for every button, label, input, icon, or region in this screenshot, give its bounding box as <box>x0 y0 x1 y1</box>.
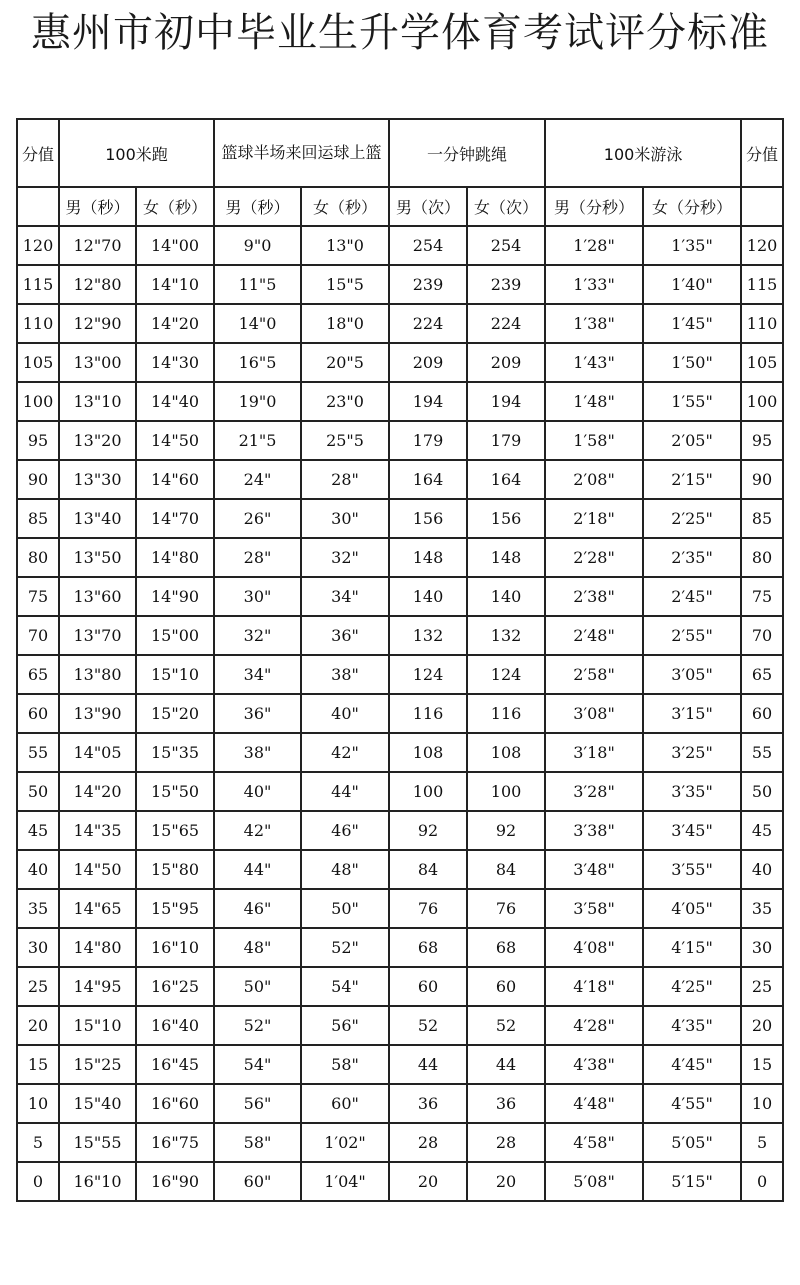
cell-rope-female: 28 <box>467 1123 545 1162</box>
cell-bb-female: 15"5 <box>301 265 389 304</box>
cell-score-right: 75 <box>741 577 783 616</box>
cell-score-left: 60 <box>17 694 59 733</box>
table-row <box>17 499 783 538</box>
subheader-swim-male: 男（分秒） <box>545 187 643 226</box>
cell-swim-male: 2′58" <box>545 655 643 694</box>
cell-rope-female: 140 <box>467 577 545 616</box>
cell-bb-male: 26" <box>214 499 301 538</box>
cell-bb-male: 9"0 <box>214 226 301 265</box>
cell-swim-female: 5′05" <box>643 1123 741 1162</box>
cell-rope-female: 132 <box>467 616 545 655</box>
cell-swim-female: 2′35" <box>643 538 741 577</box>
cell-score-right: 0 <box>741 1162 783 1201</box>
cell-score-right: 80 <box>741 538 783 577</box>
cell-run-male: 14"05 <box>59 733 136 772</box>
cell-rope-male: 44 <box>389 1045 467 1084</box>
cell-score-right: 105 <box>741 343 783 382</box>
cell-run-female: 14"20 <box>136 304 214 343</box>
cell-rope-male: 156 <box>389 499 467 538</box>
cell-score-right: 60 <box>741 694 783 733</box>
cell-bb-male: 48" <box>214 928 301 967</box>
cell-swim-female: 2′45" <box>643 577 741 616</box>
header-100m-run: 100米跑 <box>59 119 214 187</box>
cell-score-right: 70 <box>741 616 783 655</box>
table-row <box>17 265 783 304</box>
cell-rope-male: 92 <box>389 811 467 850</box>
page-title: 惠州市初中毕业生升学体育考试评分标准 <box>31 10 769 56</box>
cell-rope-male: 60 <box>389 967 467 1006</box>
cell-run-male: 13"90 <box>59 694 136 733</box>
cell-swim-male: 2′48" <box>545 616 643 655</box>
cell-swim-male: 3′48" <box>545 850 643 889</box>
cell-swim-female: 4′15" <box>643 928 741 967</box>
cell-swim-male: 1′33" <box>545 265 643 304</box>
cell-swim-male: 2′08" <box>545 460 643 499</box>
cell-run-female: 16"45 <box>136 1045 214 1084</box>
cell-swim-female: 1′55" <box>643 382 741 421</box>
cell-rope-female: 194 <box>467 382 545 421</box>
cell-bb-male: 34" <box>214 655 301 694</box>
cell-score-left: 5 <box>17 1123 59 1162</box>
cell-run-female: 14"90 <box>136 577 214 616</box>
cell-swim-female: 4′35" <box>643 1006 741 1045</box>
cell-rope-female: 124 <box>467 655 545 694</box>
cell-rope-female: 36 <box>467 1084 545 1123</box>
cell-rope-male: 124 <box>389 655 467 694</box>
cell-run-male: 14"65 <box>59 889 136 928</box>
cell-swim-female: 3′15" <box>643 694 741 733</box>
header-rope-skipping: 一分钟跳绳 <box>389 119 545 187</box>
cell-swim-female: 3′05" <box>643 655 741 694</box>
cell-swim-female: 4′25" <box>643 967 741 1006</box>
cell-rope-male: 254 <box>389 226 467 265</box>
table-row <box>17 889 783 928</box>
cell-swim-female: 4′05" <box>643 889 741 928</box>
cell-swim-female: 1′50" <box>643 343 741 382</box>
cell-score-right: 5 <box>741 1123 783 1162</box>
cell-bb-male: 14"0 <box>214 304 301 343</box>
cell-swim-female: 4′45" <box>643 1045 741 1084</box>
header-score-right: 分值 <box>741 119 783 187</box>
cell-score-left: 35 <box>17 889 59 928</box>
cell-bb-male: 36" <box>214 694 301 733</box>
cell-swim-female: 3′25" <box>643 733 741 772</box>
cell-rope-female: 254 <box>467 226 545 265</box>
cell-run-female: 14"80 <box>136 538 214 577</box>
cell-bb-female: 56" <box>301 1006 389 1045</box>
table-row <box>17 421 783 460</box>
cell-score-right: 15 <box>741 1045 783 1084</box>
cell-bb-male: 40" <box>214 772 301 811</box>
cell-run-female: 14"30 <box>136 343 214 382</box>
cell-score-left: 95 <box>17 421 59 460</box>
cell-score-right: 120 <box>741 226 783 265</box>
cell-score-right: 25 <box>741 967 783 1006</box>
table-row <box>17 928 783 967</box>
table-row <box>17 1123 783 1162</box>
cell-run-female: 15"65 <box>136 811 214 850</box>
cell-rope-female: 209 <box>467 343 545 382</box>
cell-bb-female: 50" <box>301 889 389 928</box>
cell-bb-female: 60" <box>301 1084 389 1123</box>
cell-run-female: 15"00 <box>136 616 214 655</box>
cell-swim-male: 4′38" <box>545 1045 643 1084</box>
cell-bb-female: 20"5 <box>301 343 389 382</box>
table-row <box>17 967 783 1006</box>
cell-rope-female: 156 <box>467 499 545 538</box>
cell-score-right: 85 <box>741 499 783 538</box>
cell-bb-male: 21"5 <box>214 421 301 460</box>
cell-rope-male: 68 <box>389 928 467 967</box>
table-row <box>17 1162 783 1201</box>
table-row <box>17 772 783 811</box>
cell-score-left: 80 <box>17 538 59 577</box>
cell-score-right: 20 <box>741 1006 783 1045</box>
table-row <box>17 577 783 616</box>
cell-rope-female: 44 <box>467 1045 545 1084</box>
subheader-swim-female: 女（分秒） <box>643 187 741 226</box>
cell-bb-male: 11"5 <box>214 265 301 304</box>
cell-swim-female: 3′55" <box>643 850 741 889</box>
cell-score-left: 55 <box>17 733 59 772</box>
table-row <box>17 1006 783 1045</box>
cell-bb-male: 32" <box>214 616 301 655</box>
cell-swim-female: 1′45" <box>643 304 741 343</box>
table-row <box>17 304 783 343</box>
table-row <box>17 460 783 499</box>
cell-run-male: 12"70 <box>59 226 136 265</box>
table-row <box>17 382 783 421</box>
cell-score-right: 110 <box>741 304 783 343</box>
cell-bb-male: 54" <box>214 1045 301 1084</box>
cell-rope-female: 52 <box>467 1006 545 1045</box>
cell-run-female: 15"20 <box>136 694 214 733</box>
cell-score-right: 35 <box>741 889 783 928</box>
cell-bb-male: 46" <box>214 889 301 928</box>
cell-bb-male: 16"5 <box>214 343 301 382</box>
cell-rope-male: 36 <box>389 1084 467 1123</box>
header-score-left: 分值 <box>17 119 59 187</box>
cell-run-male: 14"20 <box>59 772 136 811</box>
cell-rope-female: 20 <box>467 1162 545 1201</box>
table-row <box>17 226 783 265</box>
cell-run-female: 16"90 <box>136 1162 214 1201</box>
header-row <box>17 119 783 187</box>
cell-bb-female: 1′04" <box>301 1162 389 1201</box>
table-row <box>17 1045 783 1084</box>
cell-score-left: 50 <box>17 772 59 811</box>
cell-bb-male: 60" <box>214 1162 301 1201</box>
cell-run-male: 14"35 <box>59 811 136 850</box>
cell-swim-female: 2′55" <box>643 616 741 655</box>
cell-swim-male: 4′58" <box>545 1123 643 1162</box>
cell-swim-female: 5′15" <box>643 1162 741 1201</box>
table-row <box>17 616 783 655</box>
cell-score-left: 120 <box>17 226 59 265</box>
cell-swim-male: 2′18" <box>545 499 643 538</box>
cell-bb-female: 18"0 <box>301 304 389 343</box>
cell-swim-female: 1′35" <box>643 226 741 265</box>
cell-rope-male: 179 <box>389 421 467 460</box>
cell-rope-male: 194 <box>389 382 467 421</box>
cell-score-right: 10 <box>741 1084 783 1123</box>
cell-run-female: 14"10 <box>136 265 214 304</box>
cell-bb-male: 30" <box>214 577 301 616</box>
table-row <box>17 655 783 694</box>
cell-bb-female: 28" <box>301 460 389 499</box>
cell-run-female: 14"50 <box>136 421 214 460</box>
cell-swim-female: 2′15" <box>643 460 741 499</box>
cell-swim-male: 5′08" <box>545 1162 643 1201</box>
cell-score-left: 75 <box>17 577 59 616</box>
subheader-rope-female: 女（次） <box>467 187 545 226</box>
cell-rope-female: 224 <box>467 304 545 343</box>
cell-rope-female: 60 <box>467 967 545 1006</box>
cell-score-left: 40 <box>17 850 59 889</box>
cell-swim-female: 1′40" <box>643 265 741 304</box>
cell-rope-female: 92 <box>467 811 545 850</box>
cell-run-male: 16"10 <box>59 1162 136 1201</box>
cell-bb-male: 19"0 <box>214 382 301 421</box>
cell-score-left: 70 <box>17 616 59 655</box>
cell-bb-female: 44" <box>301 772 389 811</box>
cell-rope-female: 108 <box>467 733 545 772</box>
cell-score-right: 65 <box>741 655 783 694</box>
cell-score-right: 40 <box>741 850 783 889</box>
cell-run-female: 15"80 <box>136 850 214 889</box>
cell-run-male: 13"60 <box>59 577 136 616</box>
cell-swim-female: 2′05" <box>643 421 741 460</box>
subheader-bb-female: 女（秒） <box>301 187 389 226</box>
cell-bb-female: 40" <box>301 694 389 733</box>
cell-bb-female: 42" <box>301 733 389 772</box>
cell-bb-female: 48" <box>301 850 389 889</box>
cell-score-left: 85 <box>17 499 59 538</box>
table-row <box>17 811 783 850</box>
cell-score-right: 50 <box>741 772 783 811</box>
subheader-empty-left <box>17 187 59 226</box>
cell-run-female: 16"75 <box>136 1123 214 1162</box>
table-row <box>17 694 783 733</box>
cell-rope-male: 100 <box>389 772 467 811</box>
cell-run-female: 14"00 <box>136 226 214 265</box>
table-row <box>17 343 783 382</box>
cell-score-left: 0 <box>17 1162 59 1201</box>
cell-swim-male: 2′28" <box>545 538 643 577</box>
cell-run-male: 13"40 <box>59 499 136 538</box>
cell-swim-male: 2′38" <box>545 577 643 616</box>
cell-rope-female: 84 <box>467 850 545 889</box>
cell-run-male: 15"25 <box>59 1045 136 1084</box>
table-row <box>17 538 783 577</box>
cell-swim-male: 3′18" <box>545 733 643 772</box>
table-row <box>17 1084 783 1123</box>
cell-run-male: 13"30 <box>59 460 136 499</box>
cell-run-male: 12"90 <box>59 304 136 343</box>
cell-score-right: 45 <box>741 811 783 850</box>
cell-rope-female: 164 <box>467 460 545 499</box>
header-basketball: 篮球半场来回运球上篮 <box>214 119 389 187</box>
cell-rope-male: 84 <box>389 850 467 889</box>
cell-bb-female: 13"0 <box>301 226 389 265</box>
cell-score-left: 45 <box>17 811 59 850</box>
cell-bb-female: 58" <box>301 1045 389 1084</box>
cell-swim-male: 1′28" <box>545 226 643 265</box>
cell-run-female: 16"60 <box>136 1084 214 1123</box>
table-row <box>17 850 783 889</box>
cell-score-left: 15 <box>17 1045 59 1084</box>
cell-bb-female: 54" <box>301 967 389 1006</box>
cell-score-right: 90 <box>741 460 783 499</box>
cell-swim-female: 3′35" <box>643 772 741 811</box>
subheader-run-male: 男（秒） <box>59 187 136 226</box>
subheader-bb-male: 男（秒） <box>214 187 301 226</box>
cell-rope-male: 239 <box>389 265 467 304</box>
cell-run-male: 13"50 <box>59 538 136 577</box>
cell-bb-male: 38" <box>214 733 301 772</box>
cell-score-left: 90 <box>17 460 59 499</box>
cell-run-male: 14"80 <box>59 928 136 967</box>
cell-swim-male: 4′18" <box>545 967 643 1006</box>
cell-swim-male: 3′58" <box>545 889 643 928</box>
cell-bb-female: 36" <box>301 616 389 655</box>
cell-rope-male: 224 <box>389 304 467 343</box>
cell-run-female: 14"70 <box>136 499 214 538</box>
cell-swim-male: 1′58" <box>545 421 643 460</box>
cell-score-left: 10 <box>17 1084 59 1123</box>
cell-run-male: 12"80 <box>59 265 136 304</box>
subheader-rope-male: 男（次） <box>389 187 467 226</box>
cell-score-right: 30 <box>741 928 783 967</box>
header-100m-swim: 100米游泳 <box>545 119 741 187</box>
cell-rope-female: 179 <box>467 421 545 460</box>
cell-swim-female: 3′45" <box>643 811 741 850</box>
cell-bb-male: 28" <box>214 538 301 577</box>
cell-rope-male: 108 <box>389 733 467 772</box>
cell-bb-female: 46" <box>301 811 389 850</box>
cell-rope-male: 52 <box>389 1006 467 1045</box>
cell-run-female: 16"25 <box>136 967 214 1006</box>
cell-bb-female: 38" <box>301 655 389 694</box>
cell-run-female: 15"95 <box>136 889 214 928</box>
cell-swim-male: 3′38" <box>545 811 643 850</box>
cell-run-male: 13"70 <box>59 616 136 655</box>
cell-swim-male: 4′08" <box>545 928 643 967</box>
cell-score-left: 115 <box>17 265 59 304</box>
cell-run-male: 15"10 <box>59 1006 136 1045</box>
cell-score-left: 65 <box>17 655 59 694</box>
cell-bb-male: 24" <box>214 460 301 499</box>
cell-run-male: 13"10 <box>59 382 136 421</box>
cell-rope-male: 140 <box>389 577 467 616</box>
cell-score-left: 105 <box>17 343 59 382</box>
cell-rope-female: 148 <box>467 538 545 577</box>
cell-swim-female: 2′25" <box>643 499 741 538</box>
cell-bb-male: 58" <box>214 1123 301 1162</box>
cell-run-male: 13"20 <box>59 421 136 460</box>
cell-bb-female: 34" <box>301 577 389 616</box>
cell-bb-male: 42" <box>214 811 301 850</box>
cell-bb-male: 44" <box>214 850 301 889</box>
cell-swim-male: 1′43" <box>545 343 643 382</box>
cell-score-right: 100 <box>741 382 783 421</box>
cell-swim-male: 3′08" <box>545 694 643 733</box>
cell-run-male: 14"50 <box>59 850 136 889</box>
cell-run-female: 14"60 <box>136 460 214 499</box>
cell-score-right: 55 <box>741 733 783 772</box>
cell-bb-female: 23"0 <box>301 382 389 421</box>
cell-rope-male: 132 <box>389 616 467 655</box>
cell-run-male: 14"95 <box>59 967 136 1006</box>
cell-swim-male: 1′38" <box>545 304 643 343</box>
cell-rope-male: 116 <box>389 694 467 733</box>
cell-run-male: 15"40 <box>59 1084 136 1123</box>
cell-rope-female: 100 <box>467 772 545 811</box>
cell-run-female: 16"10 <box>136 928 214 967</box>
cell-swim-male: 1′48" <box>545 382 643 421</box>
cell-rope-female: 68 <box>467 928 545 967</box>
cell-score-right: 115 <box>741 265 783 304</box>
cell-rope-female: 116 <box>467 694 545 733</box>
cell-score-left: 25 <box>17 967 59 1006</box>
cell-rope-male: 28 <box>389 1123 467 1162</box>
cell-swim-male: 3′28" <box>545 772 643 811</box>
subheader-run-female: 女（秒） <box>136 187 214 226</box>
cell-bb-female: 1′02" <box>301 1123 389 1162</box>
cell-rope-male: 148 <box>389 538 467 577</box>
table-row <box>17 733 783 772</box>
cell-rope-female: 76 <box>467 889 545 928</box>
cell-run-female: 15"35 <box>136 733 214 772</box>
cell-run-female: 15"10 <box>136 655 214 694</box>
cell-rope-male: 20 <box>389 1162 467 1201</box>
cell-score-left: 30 <box>17 928 59 967</box>
cell-score-left: 100 <box>17 382 59 421</box>
cell-score-left: 110 <box>17 304 59 343</box>
cell-rope-male: 164 <box>389 460 467 499</box>
cell-swim-male: 4′48" <box>545 1084 643 1123</box>
cell-bb-male: 52" <box>214 1006 301 1045</box>
cell-bb-female: 32" <box>301 538 389 577</box>
cell-rope-male: 209 <box>389 343 467 382</box>
cell-run-male: 13"00 <box>59 343 136 382</box>
cell-bb-female: 30" <box>301 499 389 538</box>
cell-run-male: 15"55 <box>59 1123 136 1162</box>
score-table <box>16 118 784 1202</box>
cell-run-female: 14"40 <box>136 382 214 421</box>
cell-run-male: 13"80 <box>59 655 136 694</box>
cell-rope-male: 76 <box>389 889 467 928</box>
cell-bb-female: 25"5 <box>301 421 389 460</box>
cell-swim-female: 4′55" <box>643 1084 741 1123</box>
cell-run-female: 16"40 <box>136 1006 214 1045</box>
subheader-empty-right <box>741 187 783 226</box>
subheader-row <box>17 187 783 226</box>
cell-bb-male: 50" <box>214 967 301 1006</box>
cell-bb-male: 56" <box>214 1084 301 1123</box>
cell-rope-female: 239 <box>467 265 545 304</box>
cell-score-left: 20 <box>17 1006 59 1045</box>
cell-run-female: 15"50 <box>136 772 214 811</box>
cell-swim-male: 4′28" <box>545 1006 643 1045</box>
cell-score-right: 95 <box>741 421 783 460</box>
cell-bb-female: 52" <box>301 928 389 967</box>
